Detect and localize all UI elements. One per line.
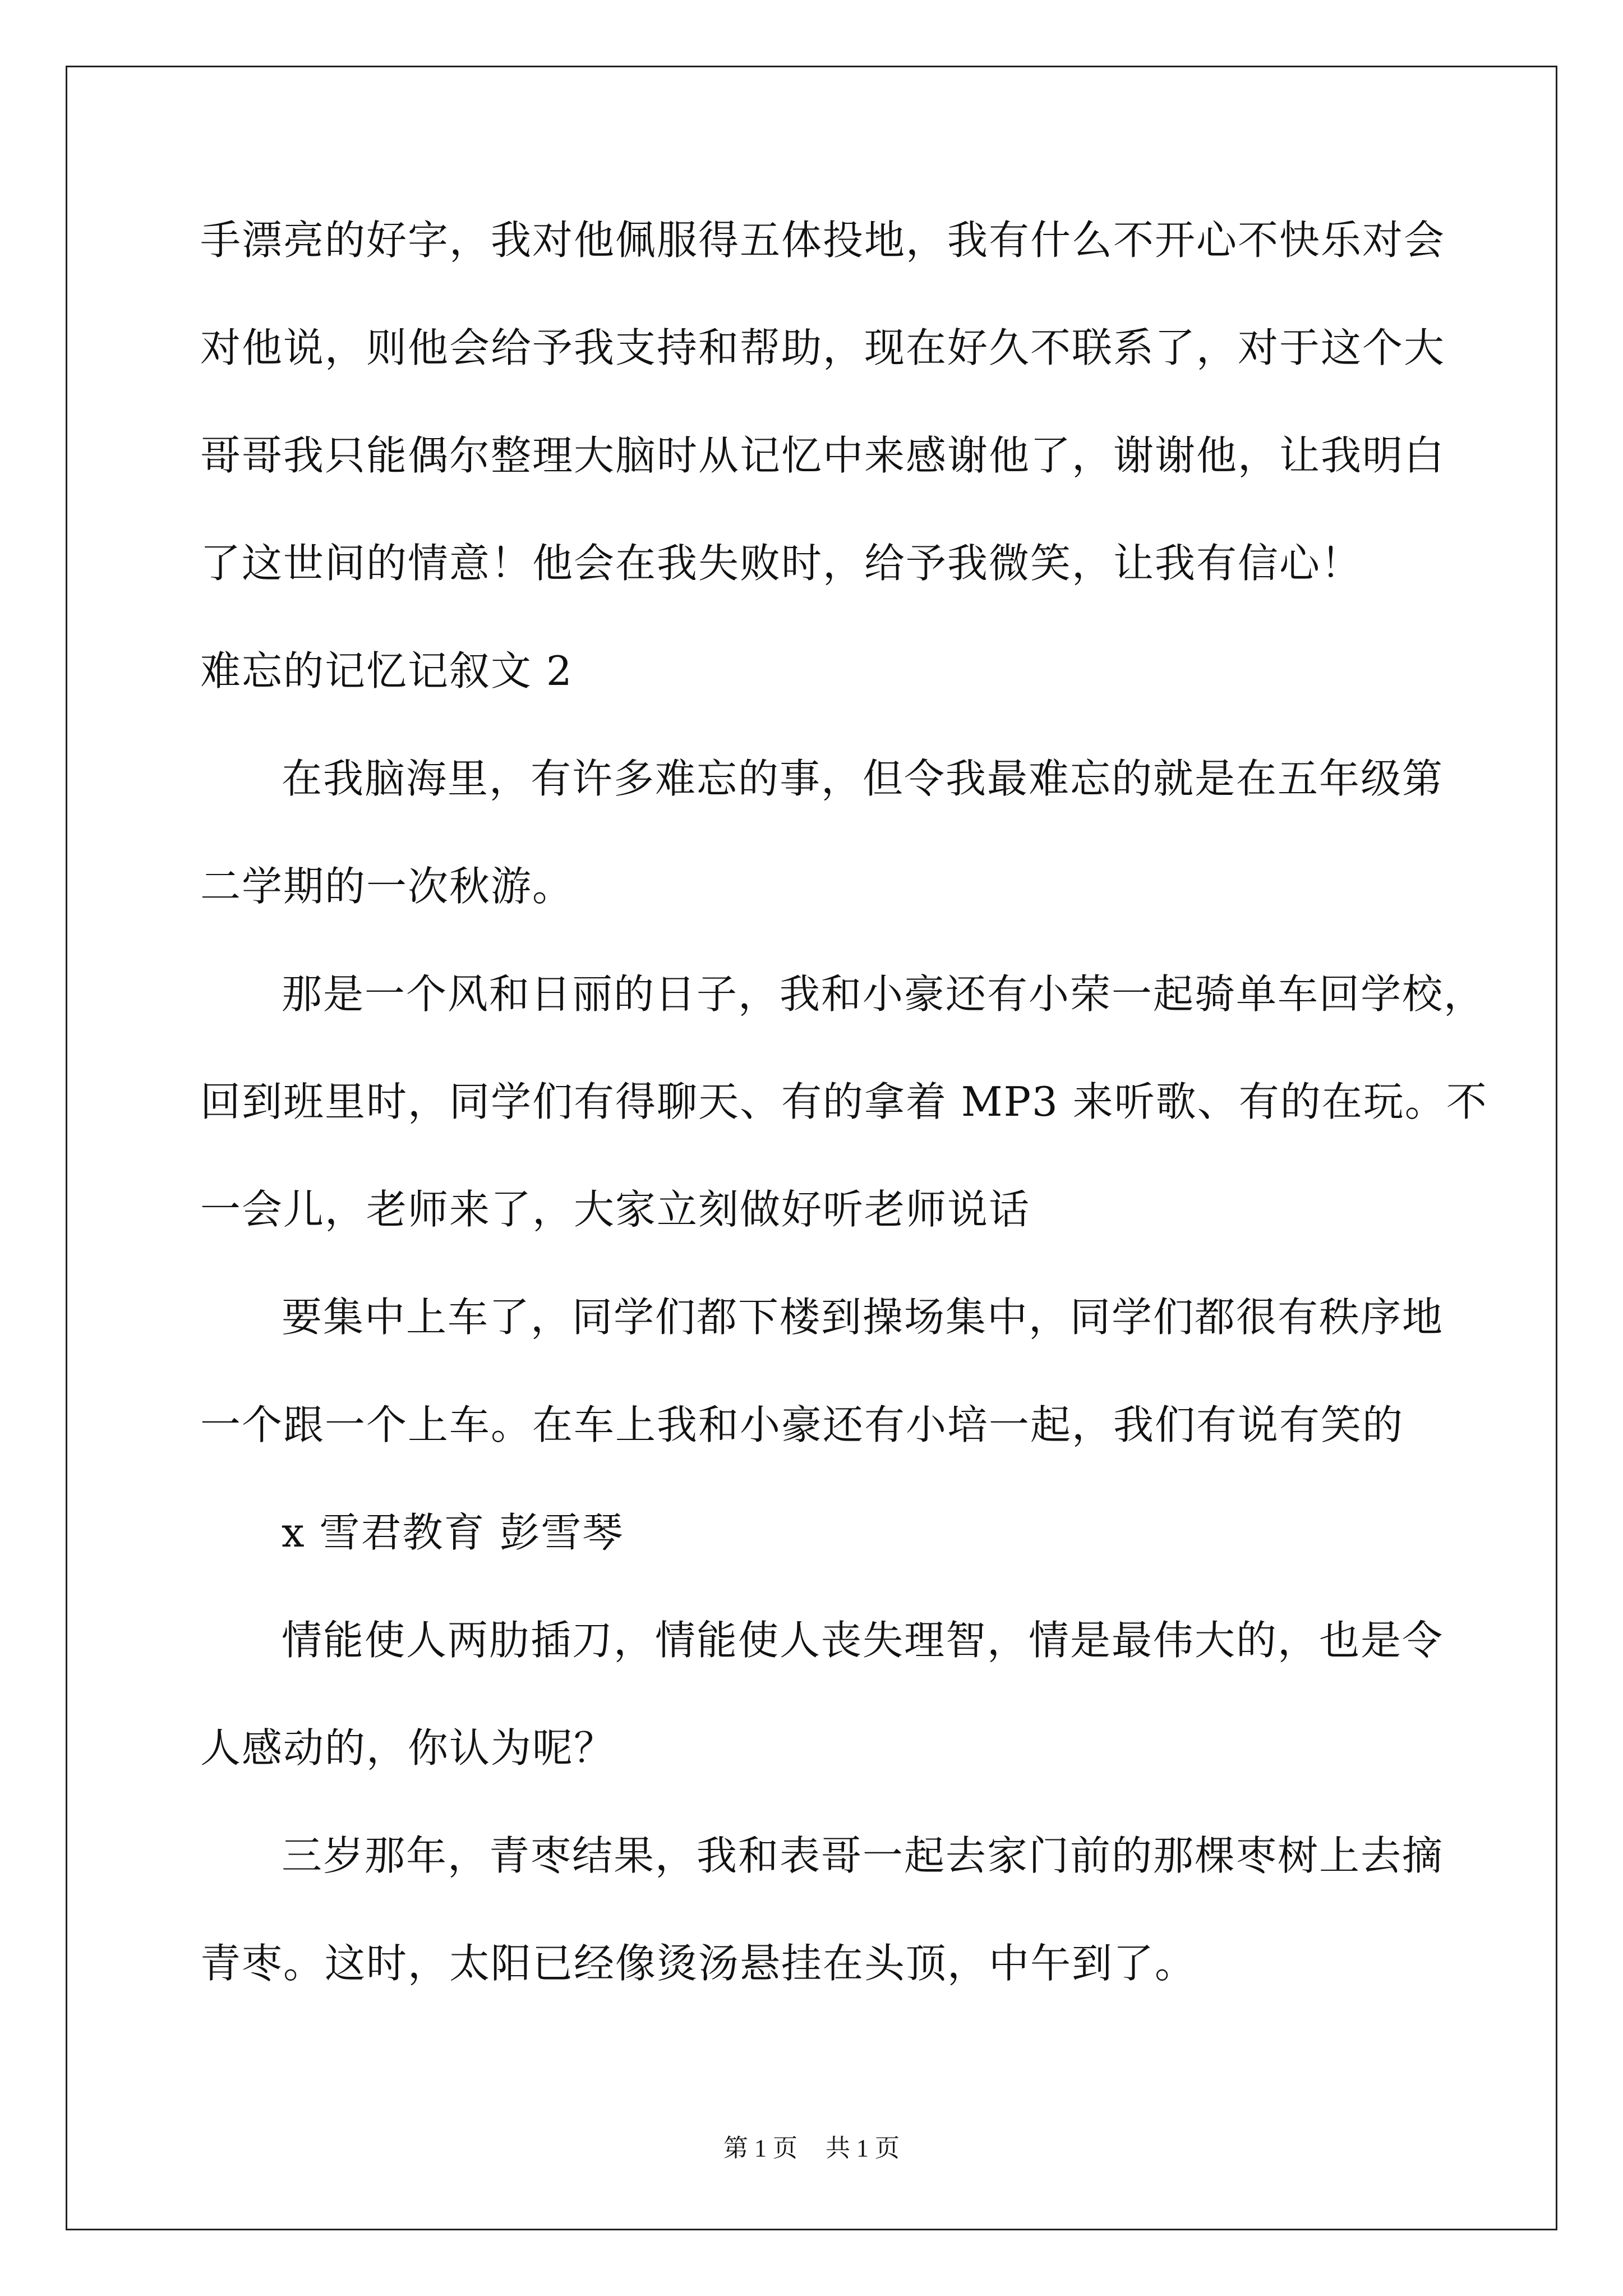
text-line: 二学期的一次秋游。 xyxy=(200,863,574,910)
text-line: 在我脑海里，有许多难忘的事，但令我最难忘的就是在五年级第 xyxy=(282,755,1444,802)
text-line: 那是一个风和日丽的日子，我和小豪还有小荣一起骑单车回学校， xyxy=(282,970,1486,1018)
text-line: 手漂亮的好字，我对他佩服得五体投地，我有什么不开心不快乐对会 xyxy=(200,217,1446,264)
text-line: 对他说，则他会给予我支持和帮助，现在好久不联系了，对于这个大 xyxy=(200,324,1446,371)
section-heading: 难忘的记忆记叙文 2 xyxy=(200,647,573,694)
author-line: x 雪君教育 彭雪琴 xyxy=(282,1509,624,1556)
text-line: 要集中上车了，同学们都下楼到操场集中，同学们都很有秩序地 xyxy=(282,1294,1444,1341)
text-line: 哥哥我只能偶尔整理大脑时从记忆中来感谢他了，谢谢他，让我明白 xyxy=(200,432,1446,479)
text-line: 一会儿，老师来了，大家立刻做好听老师说话 xyxy=(200,1186,1031,1233)
text-line: 人感动的，你认为呢？ xyxy=(200,1724,616,1772)
text-line: 青枣。这时，太阳已经像烫汤悬挂在头顶，中午到了。 xyxy=(200,1940,1197,1987)
text-line: 回到班里时，同学们有得聊天、有的拿着 MP3 来听歌、有的在玩。不 xyxy=(200,1078,1488,1125)
page-number: 第 1 页 xyxy=(723,2134,797,2162)
page-border xyxy=(66,66,1557,2230)
text-line: 了这世间的情意！他会在我失败时，给予我微笑，让我有信心！ xyxy=(200,540,1363,587)
page-total: 共 1 页 xyxy=(826,2134,900,2162)
text-line: 三岁那年，青枣结果，我和表哥一起去家门前的那棵枣树上去摘 xyxy=(282,1832,1444,1879)
page-footer xyxy=(0,2132,1623,2165)
text-line: 情能使人两肋插刀，情能使人丧失理智，情是最伟大的，也是令 xyxy=(282,1617,1444,1664)
text-line: 一个跟一个上车。在车上我和小豪还有小培一起，我们有说有笑的 xyxy=(200,1401,1404,1448)
